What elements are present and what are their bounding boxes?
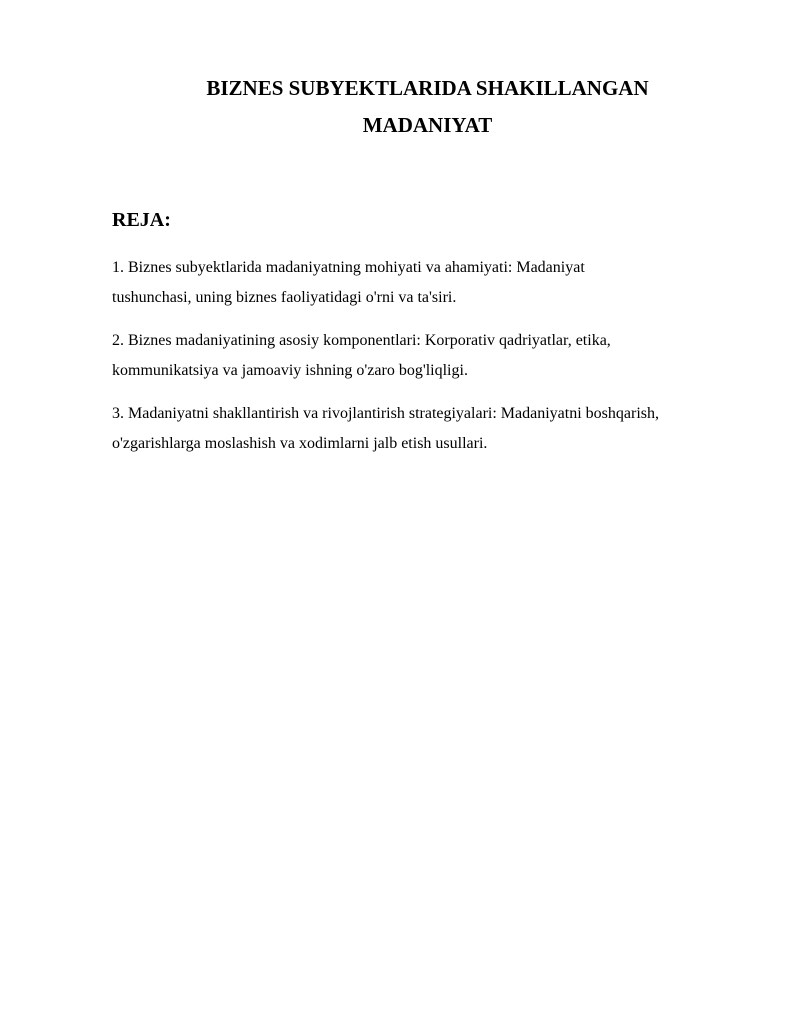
- plan-item-3: [112, 399, 752, 459]
- plan-item-line: 2. Biznes madaniyatining asosiy komponentlari: Korporativ qadriyatlar, etika,: [112, 332, 611, 349]
- plan-item-line: 1. Biznes subyektlarida madaniyatning mohiyati va ahamiyati: Madaniyat: [112, 259, 585, 276]
- document-title: [110, 70, 745, 144]
- plan-list: [112, 253, 752, 472]
- plan-item-1: [112, 253, 752, 313]
- document-title-line: BIZNES SUBYEKTLARIDA SHAKILLANGAN: [206, 76, 649, 100]
- plan-heading: REJA:: [112, 209, 171, 231]
- plan-item-line: tushunchasi, uning biznes faoliyatidagi o'rni va ta'siri.: [112, 289, 457, 306]
- plan-item-line: kommunikatsiya va jamoaviy ishning o'zaro bog'liqligi.: [112, 362, 468, 379]
- document-title-line: MADANIYAT: [362, 113, 493, 137]
- plan-item-line: o'zgarishlarga moslashish va xodimlarni jalb etish usullari.: [112, 435, 488, 452]
- plan-item-line: 3. Madaniyatni shakllantirish va rivojlantirish strategiyalari: Madaniyatni boshqarish,: [112, 405, 659, 422]
- plan-item-2: [112, 326, 752, 386]
